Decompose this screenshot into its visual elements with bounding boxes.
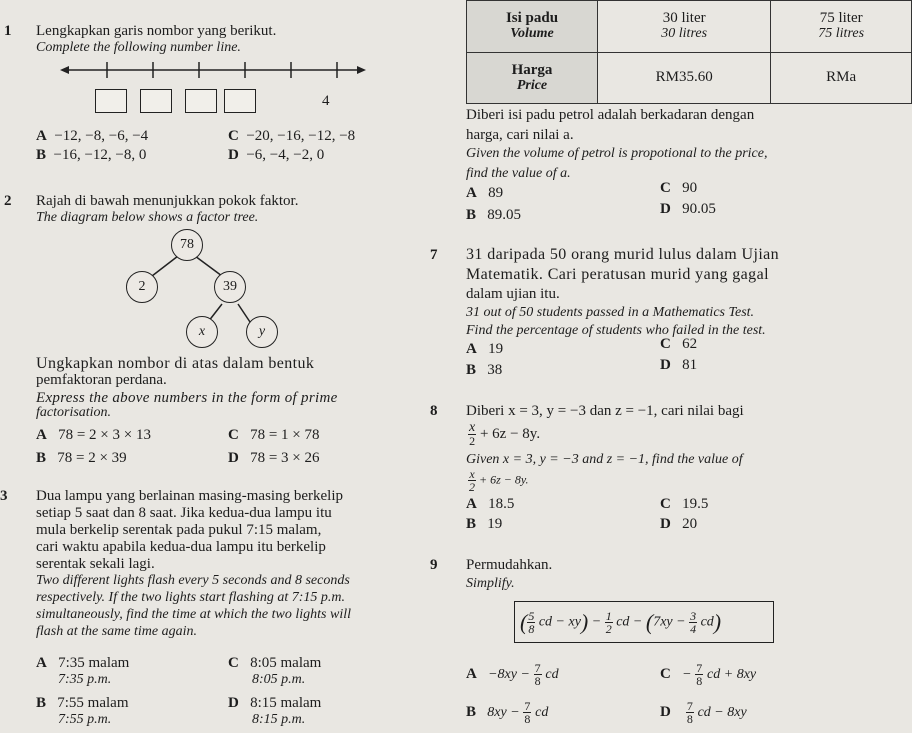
option-text: 18.5 <box>488 496 515 512</box>
q6-english-line-2: find the value of a. <box>466 166 571 181</box>
option-text: 78 = 1 × 78 <box>250 427 320 443</box>
option-text: 90 <box>682 180 698 196</box>
option-letter: D <box>228 450 239 466</box>
option-text: −12, −8, −6, −4 <box>54 128 149 144</box>
tree-node-x: x <box>186 316 218 348</box>
q1-option-d[interactable] <box>228 147 324 163</box>
cell-malay: 75 liter <box>819 10 863 27</box>
q8-expression-english <box>468 468 529 493</box>
cell-malay: 30 liter <box>662 10 706 27</box>
option-text: 19 <box>488 341 504 357</box>
q9-option-c[interactable] <box>660 662 756 687</box>
option-text: 38 <box>487 362 503 378</box>
q8-number: 8 <box>430 403 438 419</box>
header-english: Volume <box>510 26 554 42</box>
q7-english-line-2: Find the percentage of students who failed in the test. <box>466 323 766 338</box>
q3-option-c-english: 8:05 p.m. <box>252 672 306 687</box>
q9-expression: ( $\frac{5}{8}$ cd − xy) − $\frac{1}{2}$ cd − (7xy − $\frac{3}{4}$ cd) <box>520 609 722 636</box>
q9-option-b[interactable] <box>466 700 548 725</box>
option-letter: C <box>228 128 239 144</box>
q3-option-d-english: 8:15 p.m. <box>252 712 306 727</box>
q2-option-d[interactable] <box>228 450 320 466</box>
option-text: 62 <box>682 336 698 352</box>
option-letter: D <box>228 695 239 711</box>
q6-option-a[interactable] <box>466 185 503 201</box>
q7-english-line-1: 31 out of 50 students passed in a Mathematics Test. <box>466 305 755 320</box>
option-text: 89 <box>488 185 504 201</box>
option-text: 8:15 malam <box>250 695 322 711</box>
option-text: 20 <box>682 516 698 532</box>
expression-tail: + 6z − 8y. <box>479 425 541 442</box>
option-text: 78 = 2 × 3 × 13 <box>58 427 151 443</box>
q3-option-a[interactable] <box>36 655 129 671</box>
q2-option-a[interactable] <box>36 427 151 443</box>
number-line-known-value: 4 <box>322 93 330 109</box>
q7-option-b[interactable] <box>466 362 502 378</box>
option-letter: C <box>660 665 671 682</box>
option-letter: A <box>466 665 477 682</box>
option-letter: D <box>660 703 671 720</box>
option-letter: A <box>466 185 477 201</box>
expr-part: cd − <box>616 614 643 630</box>
option-letter: B <box>36 450 47 466</box>
q7-malay-line-2: Matematik. Cari peratusan murid yang gagal <box>466 266 769 283</box>
expr-part: cd − xy <box>538 614 581 630</box>
q2-ask-english-2: factorisation. <box>36 405 112 420</box>
answer-box-3 <box>185 89 217 113</box>
option-expr: − <box>682 666 692 682</box>
option-letter: B <box>36 695 47 711</box>
q7-option-a[interactable] <box>466 341 503 357</box>
q9-number: 9 <box>430 557 438 573</box>
answer-box-2 <box>140 89 172 113</box>
option-letter: A <box>36 427 47 443</box>
q2-english-text: The diagram below shows a factor tree. <box>36 210 259 225</box>
cell-english: 30 litres <box>661 26 708 42</box>
option-expr: cd + 8xy <box>707 666 757 682</box>
number-line <box>60 58 370 84</box>
option-letter: C <box>660 496 671 512</box>
q7-number: 7 <box>430 247 438 263</box>
option-text: −16, −12, −8, 0 <box>53 147 147 163</box>
table-cell-price-2: RMa <box>771 52 912 104</box>
fraction: $\frac{1}{2}$ <box>605 609 612 636</box>
fraction: $\frac{7}{8}$ <box>524 699 531 726</box>
q2-ask-english-1: Express the above numbers in the form of prime <box>36 390 338 406</box>
q1-number: 1 <box>4 23 12 39</box>
option-letter: C <box>660 180 671 196</box>
q8-option-b[interactable] <box>466 516 502 532</box>
option-text: 7:55 malam <box>57 695 129 711</box>
q3-option-d[interactable] <box>228 695 321 711</box>
option-text: 81 <box>682 357 698 373</box>
fraction: $\frac{3}{4}$ <box>690 609 697 636</box>
option-expr: cd <box>545 666 559 682</box>
fraction: $\frac{x}{2}$ <box>469 420 476 448</box>
q3-english-line-3: simultaneously, find the time at which the two lights will <box>36 607 351 622</box>
option-text: 90.05 <box>682 201 716 217</box>
q3-number: 3 <box>0 488 8 504</box>
q3-option-b-english: 7:55 p.m. <box>58 712 112 727</box>
q2-ask-malay-2: pemfaktoran perdana. <box>36 372 167 388</box>
option-letter: A <box>466 341 477 357</box>
q3-english-line-1: Two different lights flash every 5 seconds and 8 seconds <box>36 573 350 588</box>
option-text: −6, −4, −2, 0 <box>246 147 325 163</box>
q3-malay-line-2: setiap 5 saat dan 8 saat. Jika kedua-dua lampu itu <box>36 505 332 521</box>
option-letter: C <box>228 655 239 671</box>
q2-option-b[interactable] <box>36 450 127 466</box>
q1-malay-text: Lengkapkan garis nombor yang berikut. <box>36 23 277 39</box>
option-text: 7:35 malam <box>58 655 130 671</box>
header-malay: Harga <box>511 61 553 78</box>
q6-option-d[interactable] <box>660 201 716 217</box>
q9-malay-text: Permudahkan. <box>466 557 553 573</box>
q9-english-text: Simplify. <box>466 576 515 591</box>
header-malay: Isi padu <box>505 10 559 27</box>
fraction: $\frac{7}{8}$ <box>534 661 541 688</box>
expression-tail: + 6z − 8y. <box>479 472 529 487</box>
option-text: −20, −16, −12, −8 <box>246 128 356 144</box>
table-cell-volume-2 <box>771 1 912 53</box>
option-expr: cd <box>535 704 549 720</box>
q8-option-a[interactable] <box>466 496 514 512</box>
expr-part: 7xy − <box>653 614 686 630</box>
q3-malay-line-5: serentak sekali lagi. <box>36 556 155 572</box>
q6-option-b[interactable] <box>466 207 521 223</box>
q3-option-a-english: 7:35 p.m. <box>58 672 112 687</box>
fraction: $\frac{x}{2}$ <box>469 467 475 494</box>
q3-option-c[interactable] <box>228 655 321 671</box>
option-text: 19.5 <box>682 496 709 512</box>
fraction: $\frac{5}{8}$ <box>528 609 535 636</box>
option-text: 89.05 <box>487 207 522 223</box>
option-expr: −8xy − <box>488 666 530 682</box>
q8-english-text: Given x = 3, y = −3 and z = −1, find the value of <box>466 452 743 467</box>
bracket-open: ( <box>520 609 528 635</box>
q8-option-c[interactable] <box>660 496 708 512</box>
option-letter: D <box>660 516 671 532</box>
option-text: 19 <box>487 516 503 532</box>
option-letter: B <box>466 362 477 378</box>
q7-malay-line-1: 31 daripada 50 orang murid lulus dalam Ujian <box>466 246 780 263</box>
q6-malay-line-2: harga, cari nilai a. <box>466 127 574 143</box>
q6-option-c[interactable] <box>660 180 697 196</box>
q6-english-line-1: Given the volume of petrol is propotional to the price, <box>466 146 768 161</box>
q3-malay-line-3: mula berkelip serentak pada pukul 7:15 malam, <box>36 522 322 538</box>
option-letter: B <box>36 147 47 163</box>
q3-malay-line-4: cari waktu apabila kedua-dua lampu itu berkelip <box>36 539 326 555</box>
q3-english-line-4: flash at the same time again. <box>36 624 197 639</box>
table-header-volume <box>467 1 598 53</box>
cell-english: 75 litres <box>818 26 865 42</box>
q3-malay-line-1: Dua lampu yang berlainan masing-masing berkelip <box>36 488 343 504</box>
option-text: 78 = 2 × 39 <box>57 450 127 466</box>
q8-malay-text: Diberi x = 3, y = −3 dan z = −1, cari nilai bagi <box>466 403 744 419</box>
option-letter: A <box>466 496 477 512</box>
option-letter: B <box>466 516 477 532</box>
option-letter: B <box>466 703 477 720</box>
q2-malay-text: Rajah di bawah menunjukkan pokok faktor. <box>36 193 299 209</box>
tree-node-right: 39 <box>214 271 246 303</box>
q2-number: 2 <box>4 193 12 209</box>
q7-malay-line-3: dalam ujian itu. <box>466 286 560 302</box>
q1-english-text: Complete the following number line. <box>36 40 241 55</box>
q1-option-b[interactable] <box>36 147 146 163</box>
q1-option-c[interactable] <box>228 128 355 144</box>
option-letter: D <box>228 147 239 163</box>
q8-expression <box>468 422 540 447</box>
answer-box-4 <box>224 89 256 113</box>
table-cell-price-1: RM35.60 <box>598 52 771 104</box>
q6-malay-line-1: Diberi isi padu petrol adalah berkadaran dengan <box>466 107 755 123</box>
q8-option-d[interactable] <box>660 516 697 532</box>
bracket-close: ) <box>580 609 589 635</box>
option-expr: 8xy − <box>487 704 520 720</box>
option-text: 78 = 3 × 26 <box>250 450 320 466</box>
q7-option-d[interactable] <box>660 357 697 373</box>
tree-node-y: y <box>246 316 278 348</box>
bracket-close: ) <box>713 609 722 635</box>
option-letter: A <box>36 655 47 671</box>
q2-ask-malay-1: Ungkapkan nombor di atas dalam bentuk <box>36 355 315 372</box>
petrol-price-table <box>466 0 912 104</box>
q3-english-line-2: respectively. If the two lights start flashing at 7:15 p.m. <box>36 590 346 605</box>
q2-option-c[interactable] <box>228 427 320 443</box>
header-english: Price <box>516 77 548 93</box>
fraction: $\frac{7}{8}$ <box>686 699 693 726</box>
q9-option-a[interactable] <box>466 662 559 687</box>
q9-option-d[interactable] <box>660 700 747 725</box>
table-cell-volume-1 <box>598 1 771 53</box>
option-letter: D <box>660 201 671 217</box>
tree-node-root: 78 <box>171 229 203 261</box>
table-header-price <box>467 52 598 104</box>
option-text: 8:05 malam <box>250 655 322 671</box>
option-letter: C <box>660 336 671 352</box>
option-letter: B <box>466 207 477 223</box>
tree-node-left: 2 <box>126 271 158 303</box>
q7-option-c[interactable] <box>660 336 697 352</box>
answer-box-1 <box>95 89 127 113</box>
q1-option-a[interactable] <box>36 128 148 144</box>
option-expr: cd − 8xy <box>697 704 747 720</box>
fraction: $\frac{7}{8}$ <box>696 661 703 688</box>
option-letter: D <box>660 357 671 373</box>
bracket-open: ( <box>645 609 654 635</box>
expr-part: cd <box>700 614 714 630</box>
option-letter: C <box>228 427 239 443</box>
q3-option-b[interactable] <box>36 695 129 711</box>
option-letter: A <box>36 128 47 144</box>
